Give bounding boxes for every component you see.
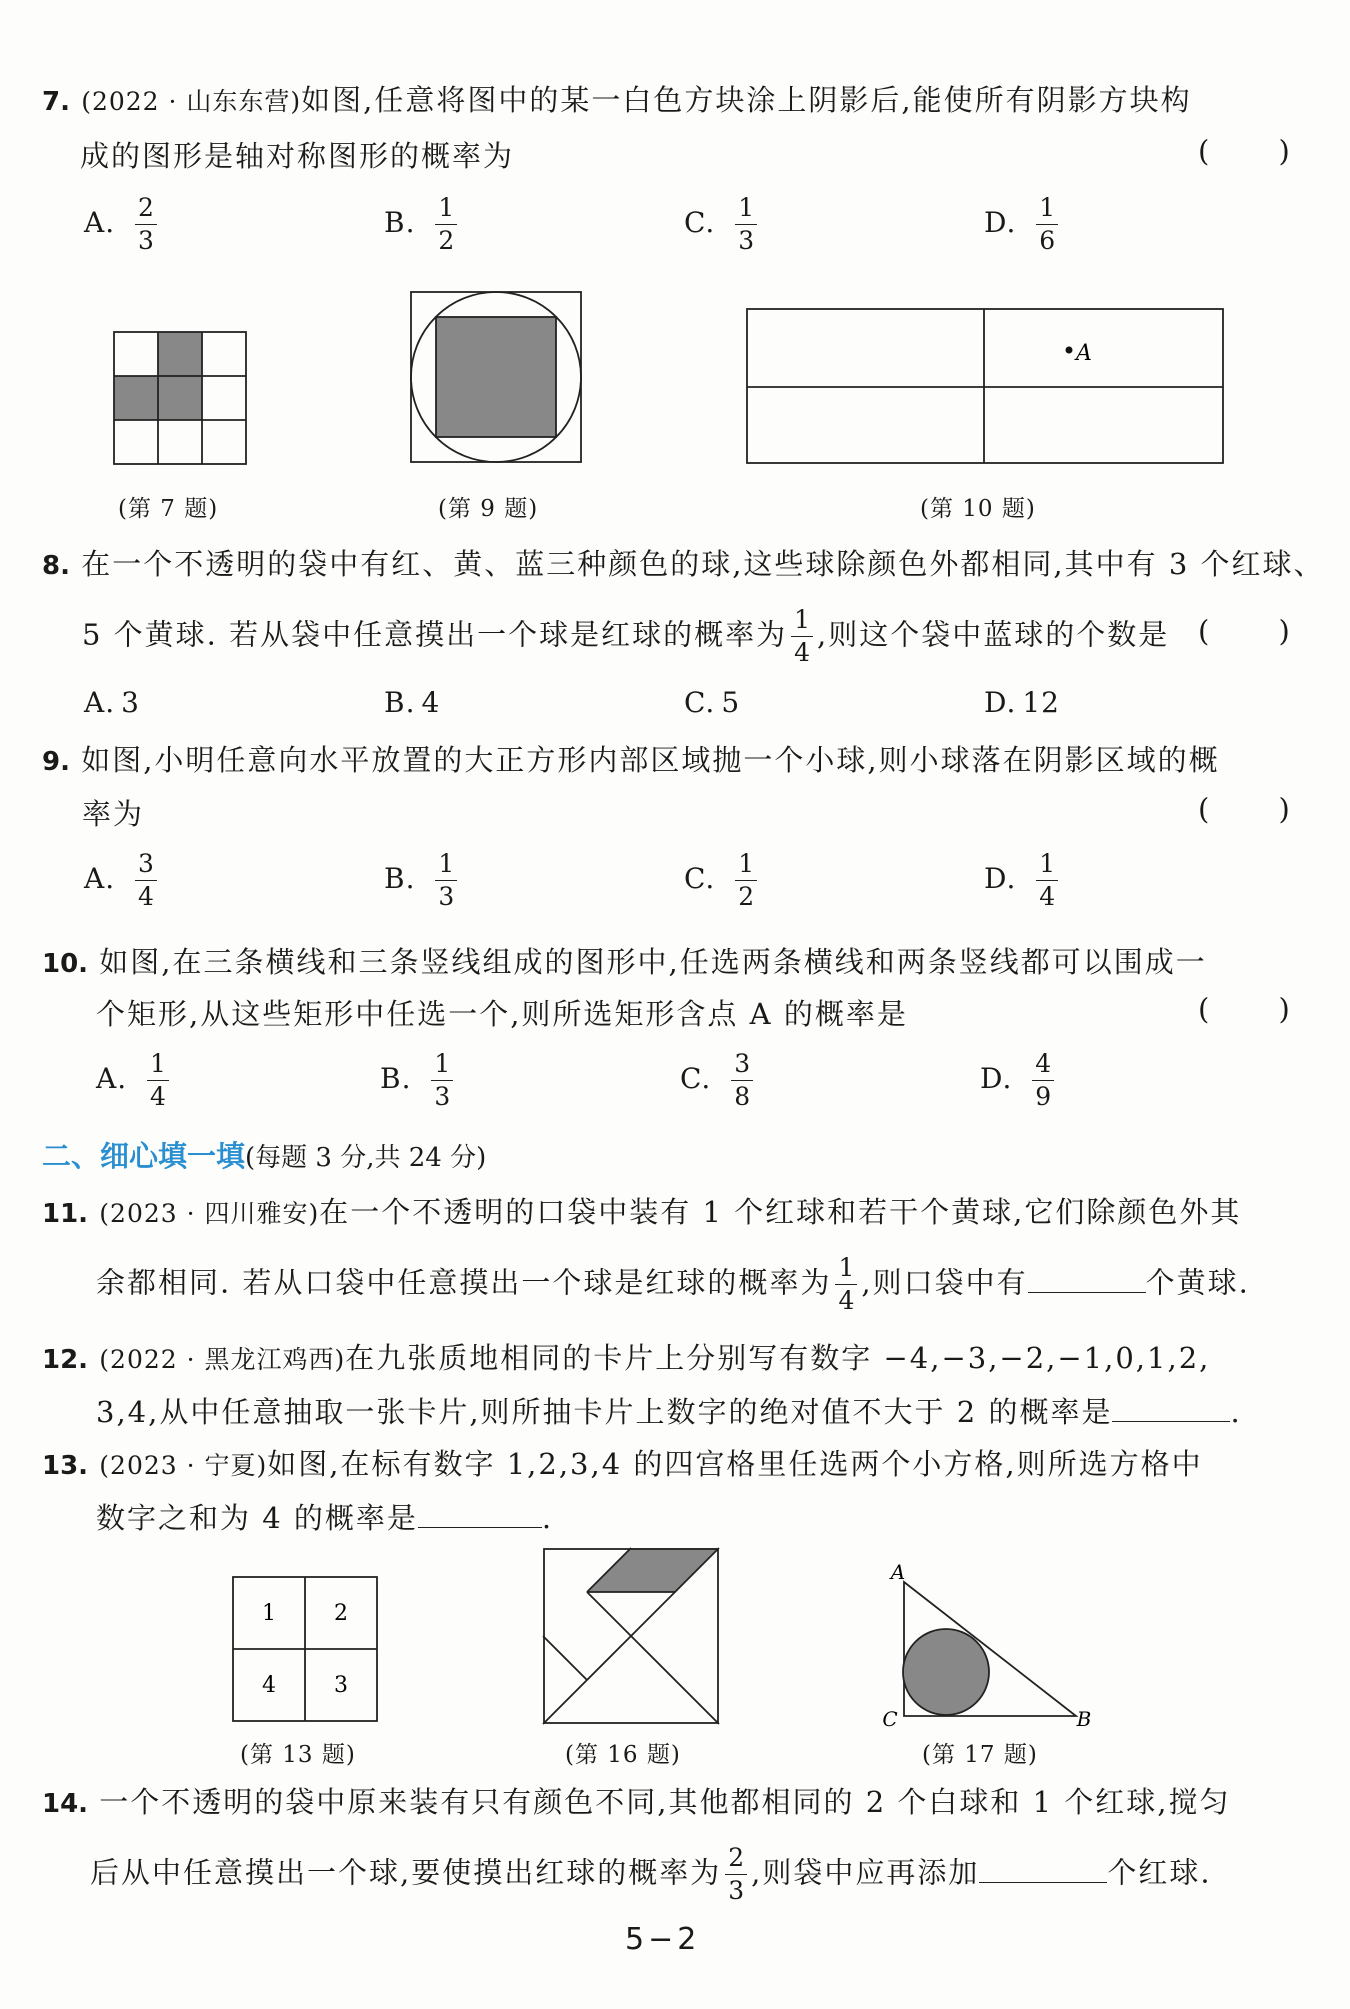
q11-line2: 余都相同. 若从口袋中任意摸出一个球是红球的概率为 $\frac{1}{4}$ ,则口袋中有 个黄球. — [96, 1253, 1250, 1315]
page-number: 5−2 — [625, 1922, 701, 1957]
q14-line2: 后从中任意摸出一个球,要使摸出红球的概率为 $\frac{2}{3}$ ,则袋中应再添加 个红球. — [90, 1843, 1212, 1905]
figure-17-caption: (第 17 题) — [922, 1742, 1038, 1768]
q8-option-a: A. 3 — [84, 686, 140, 719]
fig9-shaded-square — [436, 317, 556, 437]
fig16-shaded-parallelogram — [587, 1548, 719, 1592]
figure-7-caption: (第 7 题) — [118, 496, 219, 522]
q8-text1: 在一个不透明的袋中有红、黄、蓝三种颜色的球,这些球除颜色外都相同,其中有 3 个红球、 — [81, 547, 1325, 581]
q8-option-c: C. 5 — [684, 686, 741, 719]
q10-answer-paren: ( ) — [1198, 992, 1320, 1026]
q11-answer-blank[interactable] — [1028, 1264, 1146, 1293]
q10-text1: 如图,在三条横线和三条竖线组成的图形中,任选两条横线和两条竖线都可以围成一 — [99, 945, 1207, 979]
vertex-b-label: B — [1076, 1707, 1092, 1731]
q10-line2 — [96, 992, 908, 1033]
section-2-heading: 二、细心填一填(每题 3 分,共 24 分) — [42, 1139, 487, 1173]
q12-line2: 3,4,从中任意抽取一张卡片,则所抽卡片上数字的绝对值不大于 2 的概率是 . — [96, 1395, 1242, 1429]
q10-line1 — [42, 940, 1207, 981]
figure-9-caption: (第 9 题) — [438, 496, 539, 522]
point-a-label: A — [1076, 341, 1092, 366]
figure-16-caption: (第 16 题) — [565, 1742, 681, 1768]
q14-number: 14. — [42, 1789, 89, 1819]
q10-text2: 个矩形,从这些矩形中任选一个,则所选矩形含点 A 的概率是 — [96, 997, 908, 1031]
q9-line1 — [42, 738, 1220, 779]
q8-line2: 5 个黄球. 若从袋中任意摸出一个球是红球的概率为 $\frac{1}{4}$ ,则这个袋中蓝球的个数是 — [82, 605, 1170, 667]
q7-option-a: A. $\frac{2}{3}$ — [84, 192, 161, 257]
q10-number: 10. — [42, 949, 89, 979]
q9-option-c: C. $\frac{1}{2}$ — [684, 848, 761, 913]
q11-fraction: $\frac{1}{4}$ — [835, 1252, 857, 1317]
q9-option-a: A. $\frac{3}{4}$ — [84, 848, 161, 913]
q7-option-d: D. $\frac{1}{6}$ — [984, 192, 1062, 257]
q10-option-d: D. $\frac{4}{9}$ — [980, 1048, 1058, 1113]
q10-option-b: B. $\frac{1}{3}$ — [380, 1048, 457, 1113]
grid-cell-1: 1 — [262, 1601, 276, 1626]
q8-answer-paren: ( ) — [1198, 614, 1320, 648]
q12-answer-blank[interactable] — [1112, 1393, 1230, 1422]
q9-option-b: B. $\frac{1}{3}$ — [384, 848, 461, 913]
q11-number: 11. — [42, 1199, 89, 1229]
q8-number: 8. — [42, 551, 70, 581]
point-a-dot — [1066, 347, 1073, 354]
q12-number: 12. — [42, 1345, 89, 1375]
q13-number: 13. — [42, 1451, 89, 1481]
q7-number: 7. — [42, 87, 70, 117]
q9-text2: 率为 — [82, 797, 145, 831]
q7-line1 — [42, 78, 1192, 119]
vertex-c-label: C — [882, 1707, 898, 1731]
q9-option-d: D. $\frac{1}{4}$ — [984, 848, 1062, 913]
q7-answer-paren: ( ) — [1198, 134, 1320, 168]
grid-cell-2: 2 — [334, 1601, 348, 1626]
q14-line1: 14. 一个不透明的袋中原来装有只有颜色不同,其他都相同的 2 个白球和 1 个红球,搅匀 — [42, 1785, 1231, 1819]
q13-line1: 13. (2023 · 宁夏)如图,在标有数字 1,2,3,4 的四宫格里任选两个小方格,则所选方格中 — [42, 1447, 1203, 1481]
q7-option-c: C. $\frac{1}{3}$ — [684, 192, 761, 257]
figure-13-grid — [232, 1576, 378, 1722]
q13-answer-blank[interactable] — [418, 1499, 542, 1528]
q11-line1: 11. (2023 · 四川雅安)在一个不透明的口袋中装有 1 个红球和若干个黄球,它们除颜色外其 — [42, 1195, 1242, 1229]
q8-option-b: B. 4 — [384, 686, 441, 719]
q8-option-d: D. 12 — [984, 686, 1060, 719]
q9-answer-paren: ( ) — [1198, 792, 1320, 826]
q10-option-c: C. $\frac{3}{8}$ — [680, 1048, 757, 1113]
q7-text1: 如图,任意将图中的某一白色方块涂上阴影后,能使所有阴影方块构 — [301, 83, 1192, 117]
figure-9-square-circle — [410, 291, 582, 463]
figure-7-grid — [114, 332, 246, 464]
q9-text1: 如图,小明任意向水平放置的大正方形内部区域抛一个小球,则小球落在阴影区域的概 — [81, 743, 1220, 777]
figure-10-rect-grid — [746, 308, 1224, 464]
grid-cell-4: 4 — [262, 1673, 276, 1698]
fig7-shaded-left — [114, 376, 158, 420]
q9-line2 — [82, 792, 144, 833]
figure-13-caption: (第 13 题) — [240, 1742, 356, 1768]
figure-10-caption: (第 10 题) — [920, 496, 1036, 522]
q8-fraction: $\frac{1}{4}$ — [791, 604, 813, 669]
vertex-a-label: A — [890, 1560, 906, 1584]
q14-answer-blank[interactable] — [979, 1854, 1107, 1883]
q8-line1 — [42, 542, 1325, 583]
q13-line2: 数字之和为 4 的概率是 . — [96, 1501, 554, 1535]
fig17-shaded-circle — [903, 1629, 989, 1715]
q12-line1: 12. (2022 · 黑龙江鸡西)在九张质地相同的卡片上分别写有数字 −4,−3,−2,−1,0,1,2, — [42, 1341, 1211, 1375]
q9-number: 9. — [42, 747, 70, 777]
q7-option-b: B. $\frac{1}{2}$ — [384, 192, 461, 257]
q7-source: (2022 · 山东东营) — [81, 87, 302, 116]
q10-option-a: A. $\frac{1}{4}$ — [96, 1048, 173, 1113]
grid-cell-3: 3 — [334, 1673, 348, 1698]
figure-16-tangram — [543, 1548, 719, 1724]
q7-text2: 成的图形是轴对称图形的概率为 — [80, 139, 515, 173]
q14-fraction: $\frac{2}{3}$ — [725, 1842, 747, 1907]
figure-17-triangle-circle — [880, 1560, 1100, 1734]
q7-line2 — [80, 134, 514, 175]
